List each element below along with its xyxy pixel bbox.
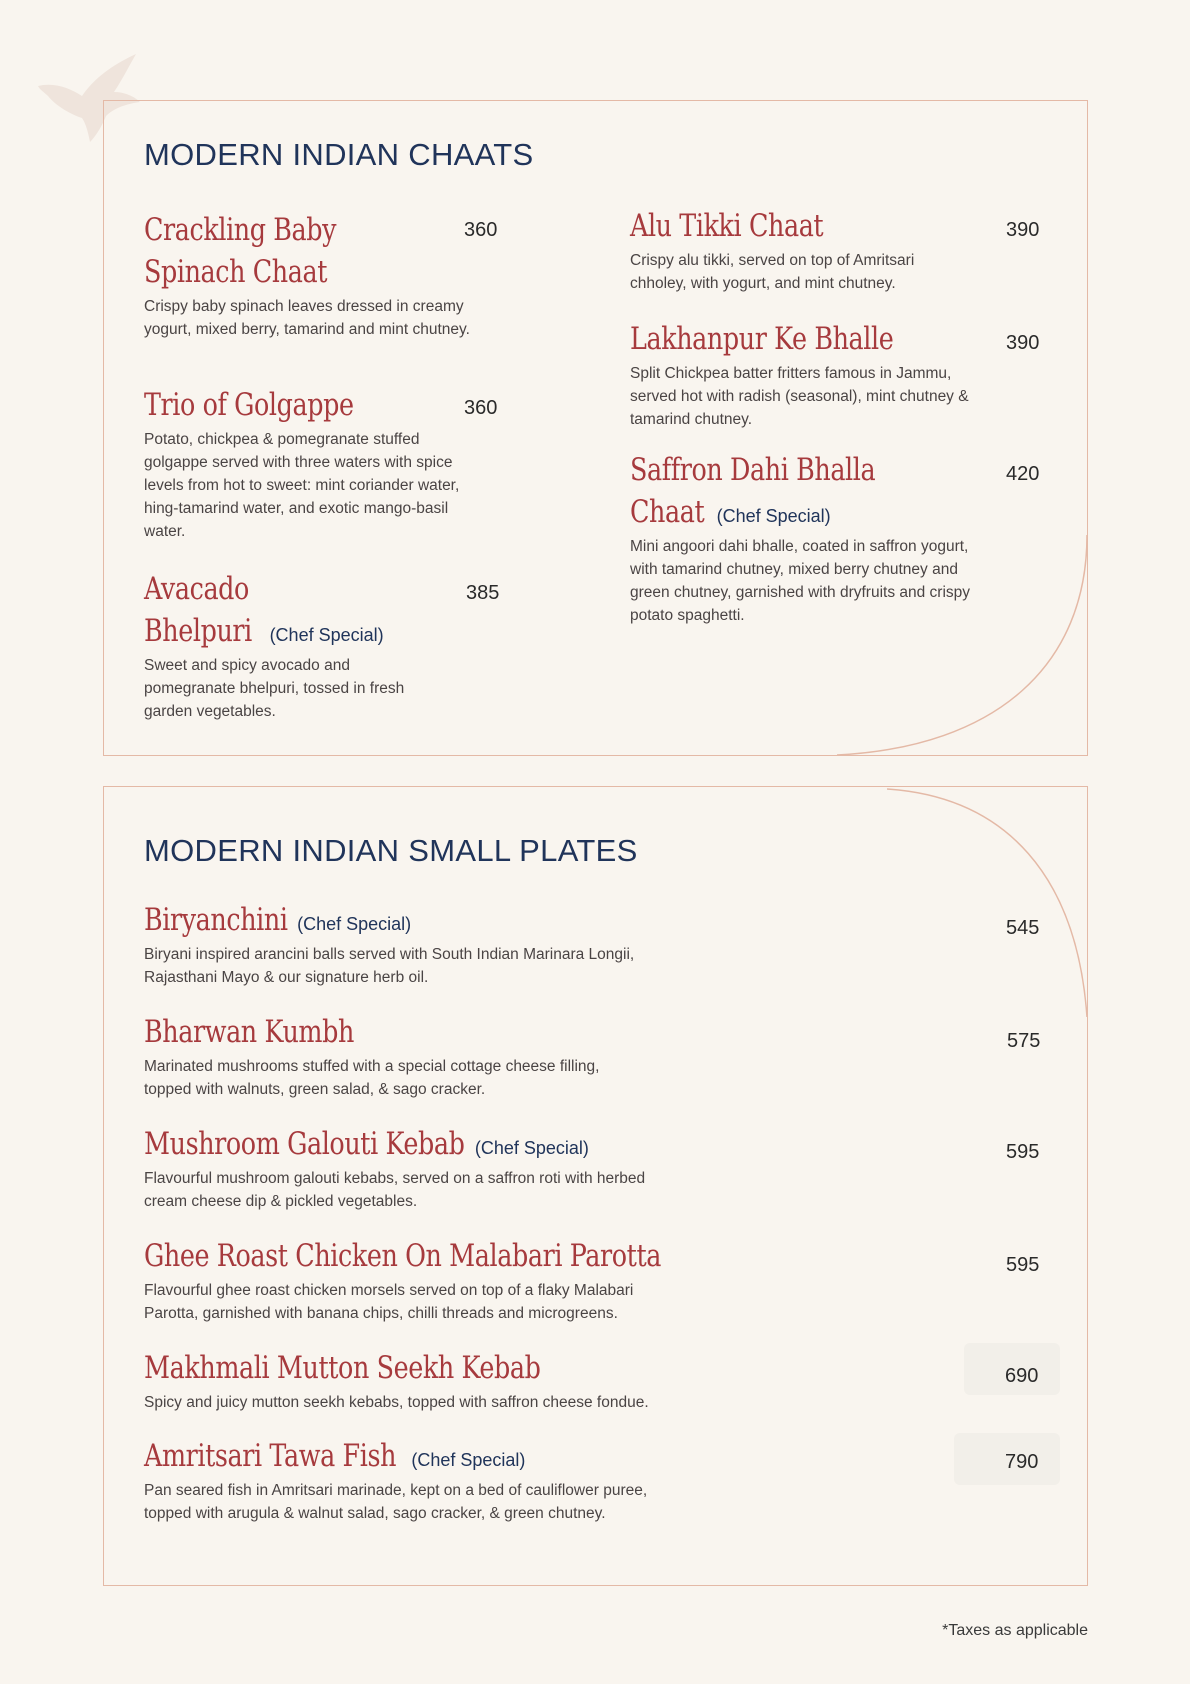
- menu-item: [630, 318, 970, 431]
- taxes-footnote: *Taxes as applicable: [942, 1622, 1088, 1639]
- menu-item: [144, 899, 924, 989]
- small-plates-section: [103, 786, 1088, 1586]
- dish-description-line1: Spicy and juicy mutton seekh kebabs, topped with saffron cheese fondue.: [144, 1394, 649, 1411]
- dish-description-line2: topped with walnuts, green salad, & sago cracker.: [144, 1081, 486, 1098]
- chef-special-tag: (Chef Special): [716, 506, 831, 526]
- dish-description: Crispy baby spinach leaves dressed in creamy yogurt, mixed berry, tamarind and mint chutney.: [144, 298, 470, 338]
- dish-name: Ghee Roast Chicken On Malabari Parotta: [144, 1238, 662, 1274]
- dish-price: 420: [1006, 463, 1040, 485]
- dish-description-line2: Rajasthani Mayo & our signature herb oil.: [144, 969, 429, 986]
- dish-description-line1: Marinated mushrooms stuffed with a special cottage cheese filling,: [144, 1058, 600, 1075]
- menu-item: [630, 205, 960, 295]
- dish-price: 360: [464, 397, 498, 419]
- section-title-chaats: MODERN INDIAN CHAATS: [144, 137, 534, 172]
- menu-item: [630, 449, 980, 627]
- dish-name: Makhmali Mutton Seekh Kebab: [144, 1350, 541, 1386]
- menu-item: [144, 568, 444, 723]
- dish-description: Sweet and spicy avocado and pomegranate bhelpuri, tossed in fresh garden vegetables.: [144, 657, 405, 720]
- menu-item: [144, 209, 474, 341]
- dish-price: 690: [1005, 1365, 1039, 1387]
- chef-special-tag: (Chef Special): [474, 1138, 589, 1158]
- dish-name: Biryanchini: [144, 902, 288, 938]
- dish-name: Mushroom Galouti Kebab: [144, 1126, 465, 1162]
- dish-description-line1: Flavourful ghee roast chicken morsels served on top of a flaky Malabari: [144, 1282, 634, 1299]
- dish-description-line1: Pan seared fish in Amritsari marinade, kept on a bed of cauliflower puree,: [144, 1482, 648, 1499]
- menu-item: [144, 1011, 924, 1101]
- dish-name: Crackling Baby: [144, 212, 337, 248]
- dish-price: 545: [1006, 917, 1040, 939]
- dish-description: Potato, chickpea & pomegranate stuffed golgappe served with three waters with spice levels from hot to sweet: mint coriander water, hing-tamarind water, and exotic mango-basil water.: [144, 431, 460, 540]
- dish-name: Trio of Golgappe: [144, 387, 354, 423]
- dish-price: 595: [1006, 1254, 1040, 1276]
- menu-item: [144, 1123, 924, 1213]
- dish-name-line2: Bhelpuri: [144, 613, 252, 649]
- dish-name-line2: Chaat: [630, 494, 705, 530]
- dish-description-line2: topped with arugula & walnut salad, sago cracker, & green chutney.: [144, 1505, 606, 1522]
- dish-price: 790: [1005, 1451, 1039, 1473]
- dish-name: Saffron Dahi Bhalla: [630, 452, 876, 488]
- chef-special-tag: (Chef Special): [297, 914, 412, 934]
- dish-price: 575: [1007, 1030, 1041, 1052]
- dish-description: Mini angoori dahi bhalle, coated in saffron yogurt, with tamarind chutney, mixed berry chutney and green chutney, garnished with dryfruits and crispy potato spaghetti.: [630, 538, 971, 624]
- dish-description-line1: Biryani inspired arancini balls served with South Indian Marinara Longii,: [144, 946, 635, 963]
- dish-description-line1: Flavourful mushroom galouti kebabs, served on a saffron roti with herbed: [144, 1170, 646, 1187]
- dish-price: 360: [464, 219, 498, 241]
- dish-description: Split Chickpea batter fritters famous in Jammu, served hot with radish (seasonal), mint chutney & tamarind chutney.: [630, 365, 969, 428]
- menu-item: [144, 1347, 924, 1414]
- dish-name: Amritsari Tawa Fish: [144, 1438, 397, 1474]
- dish-description-line2: Parotta, garnished with banana chips, chilli threads and microgreens.: [144, 1305, 618, 1322]
- section-title-small-plates: MODERN INDIAN SMALL PLATES: [144, 833, 638, 868]
- chaats-section: [103, 100, 1088, 756]
- dish-price: 385: [466, 582, 500, 604]
- dish-description: Crispy alu tikki, served on top of Amritsari chholey, with yogurt, and mint chutney.: [630, 252, 915, 292]
- dish-name-line2: Spinach Chaat: [144, 254, 328, 290]
- chef-special-tag: (Chef Special): [411, 1450, 526, 1470]
- dish-name: Alu Tikki Chaat: [630, 208, 824, 244]
- dish-price: 595: [1006, 1141, 1040, 1163]
- dish-price: 390: [1006, 219, 1040, 241]
- menu-item: [144, 384, 474, 543]
- menu-item: [144, 1435, 924, 1525]
- dish-name: Lakhanpur Ke Bhalle: [630, 321, 894, 357]
- dish-description-line2: cream cheese dip & pickled vegetables.: [144, 1193, 418, 1210]
- dish-name: Avacado: [144, 571, 249, 607]
- menu-item: [144, 1235, 924, 1325]
- chef-special-tag: (Chef Special): [269, 625, 384, 645]
- dish-name: Bharwan Kumbh: [144, 1014, 354, 1050]
- dish-price: 390: [1006, 332, 1040, 354]
